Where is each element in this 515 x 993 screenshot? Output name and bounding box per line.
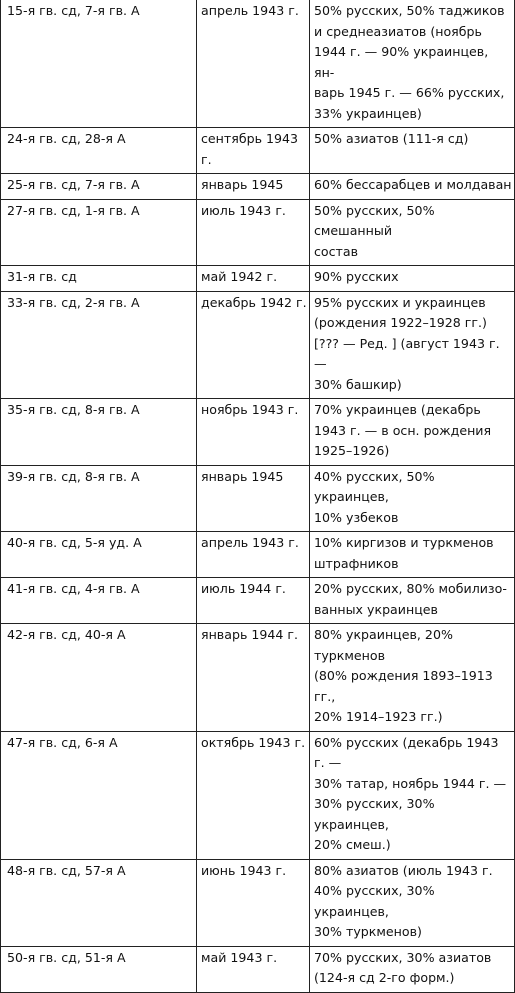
table-row xyxy=(1,266,515,292)
table-row xyxy=(1,532,515,578)
composition-cell: 50% русских, 50% смешанный состав xyxy=(310,199,515,266)
unit-cell: 47-я гв. сд, 6-я А xyxy=(1,731,197,859)
composition-cell: 80% азиатов (июль 1943 г. 40% русских, 30% украинцев, 30% туркменов) xyxy=(310,859,515,946)
date-cell: январь 1945 xyxy=(197,174,310,200)
table-row xyxy=(1,946,515,992)
unit-cell: 48-я гв. сд, 57-я А xyxy=(1,859,197,946)
unit-cell: 39-я гв. сд, 8-я гв. А xyxy=(1,465,197,532)
date-cell: сентябрь 1943 г. xyxy=(197,128,310,174)
composition-cell: 60% бессарабцев и молдаван xyxy=(310,174,515,200)
composition-cell: 70% украинцев (декабрь 1943 г. — в осн. рождения 1925–1926) xyxy=(310,399,515,466)
unit-cell: 25-я гв. сд, 7-я гв. А xyxy=(1,174,197,200)
date-cell: июль 1944 г. xyxy=(197,578,310,624)
date-cell: июль 1943 г. xyxy=(197,199,310,266)
date-cell: ноябрь 1943 г. xyxy=(197,399,310,466)
date-cell: январь 1944 г. xyxy=(197,624,310,732)
table-row xyxy=(1,291,515,399)
date-cell: май 1942 г. xyxy=(197,266,310,292)
composition-cell: 70% русских, 30% азиатов (124-я сд 2-го форм.) xyxy=(310,946,515,992)
unit-cell: 15-я гв. сд, 7-я гв. А xyxy=(1,0,197,128)
table-row xyxy=(1,399,515,466)
table-row xyxy=(1,174,515,200)
unit-cell: 41-я гв. сд, 4-я гв. А xyxy=(1,578,197,624)
date-cell: октябрь 1943 г. xyxy=(197,731,310,859)
date-cell: апрель 1943 г. xyxy=(197,0,310,128)
table-row xyxy=(1,578,515,624)
date-cell: январь 1945 xyxy=(197,465,310,532)
composition-cell: 40% русских, 50% украинцев, 10% узбеков xyxy=(310,465,515,532)
composition-cell: 95% русских и украинцев (рождения 1922–1928 гг.) [??? — Ред. ] (август 1943 г. — 30% башкир) xyxy=(310,291,515,399)
unit-cell: 27-я гв. сд, 1-я гв. А xyxy=(1,199,197,266)
table-row xyxy=(1,859,515,946)
table-body xyxy=(1,0,515,992)
composition-cell: 60% русских (декабрь 1943 г. — 30% татар, ноябрь 1944 г. — 30% русских, 30% украинцев, 20% смеш.) xyxy=(310,731,515,859)
unit-cell: 42-я гв. сд, 40-я А xyxy=(1,624,197,732)
composition-cell: 90% русских xyxy=(310,266,515,292)
table-row xyxy=(1,199,515,266)
date-cell: июнь 1943 г. xyxy=(197,859,310,946)
unit-cell: 33-я гв. сд, 2-я гв. А xyxy=(1,291,197,399)
composition-cell: 50% русских, 50% таджиков и среднеазиатов (ноябрь 1944 г. — 90% украинцев, ян- варь 1945 г. — 66% русских, 33% украинцев) xyxy=(310,0,515,128)
table-row xyxy=(1,624,515,732)
composition-cell: 80% украинцев, 20% туркменов (80% рождения 1893–1913 гг., 20% 1914–1923 гг.) xyxy=(310,624,515,732)
date-cell: май 1943 г. xyxy=(197,946,310,992)
unit-cell: 35-я гв. сд, 8-я гв. А xyxy=(1,399,197,466)
date-cell: апрель 1943 г. xyxy=(197,532,310,578)
date-cell: декабрь 1942 г. xyxy=(197,291,310,399)
table-row xyxy=(1,731,515,859)
unit-cell: 24-я гв. сд, 28-я А xyxy=(1,128,197,174)
table-row xyxy=(1,465,515,532)
table-row xyxy=(1,128,515,174)
composition-cell: 20% русских, 80% мобилизо- ванных украинцев xyxy=(310,578,515,624)
unit-cell: 40-я гв. сд, 5-я уд. А xyxy=(1,532,197,578)
composition-cell: 50% азиатов (111-я сд) xyxy=(310,128,515,174)
unit-cell: 50-я гв. сд, 51-я А xyxy=(1,946,197,992)
unit-cell: 31-я гв. сд xyxy=(1,266,197,292)
table-row xyxy=(1,0,515,128)
composition-cell: 10% киргизов и туркменов штрафников xyxy=(310,532,515,578)
